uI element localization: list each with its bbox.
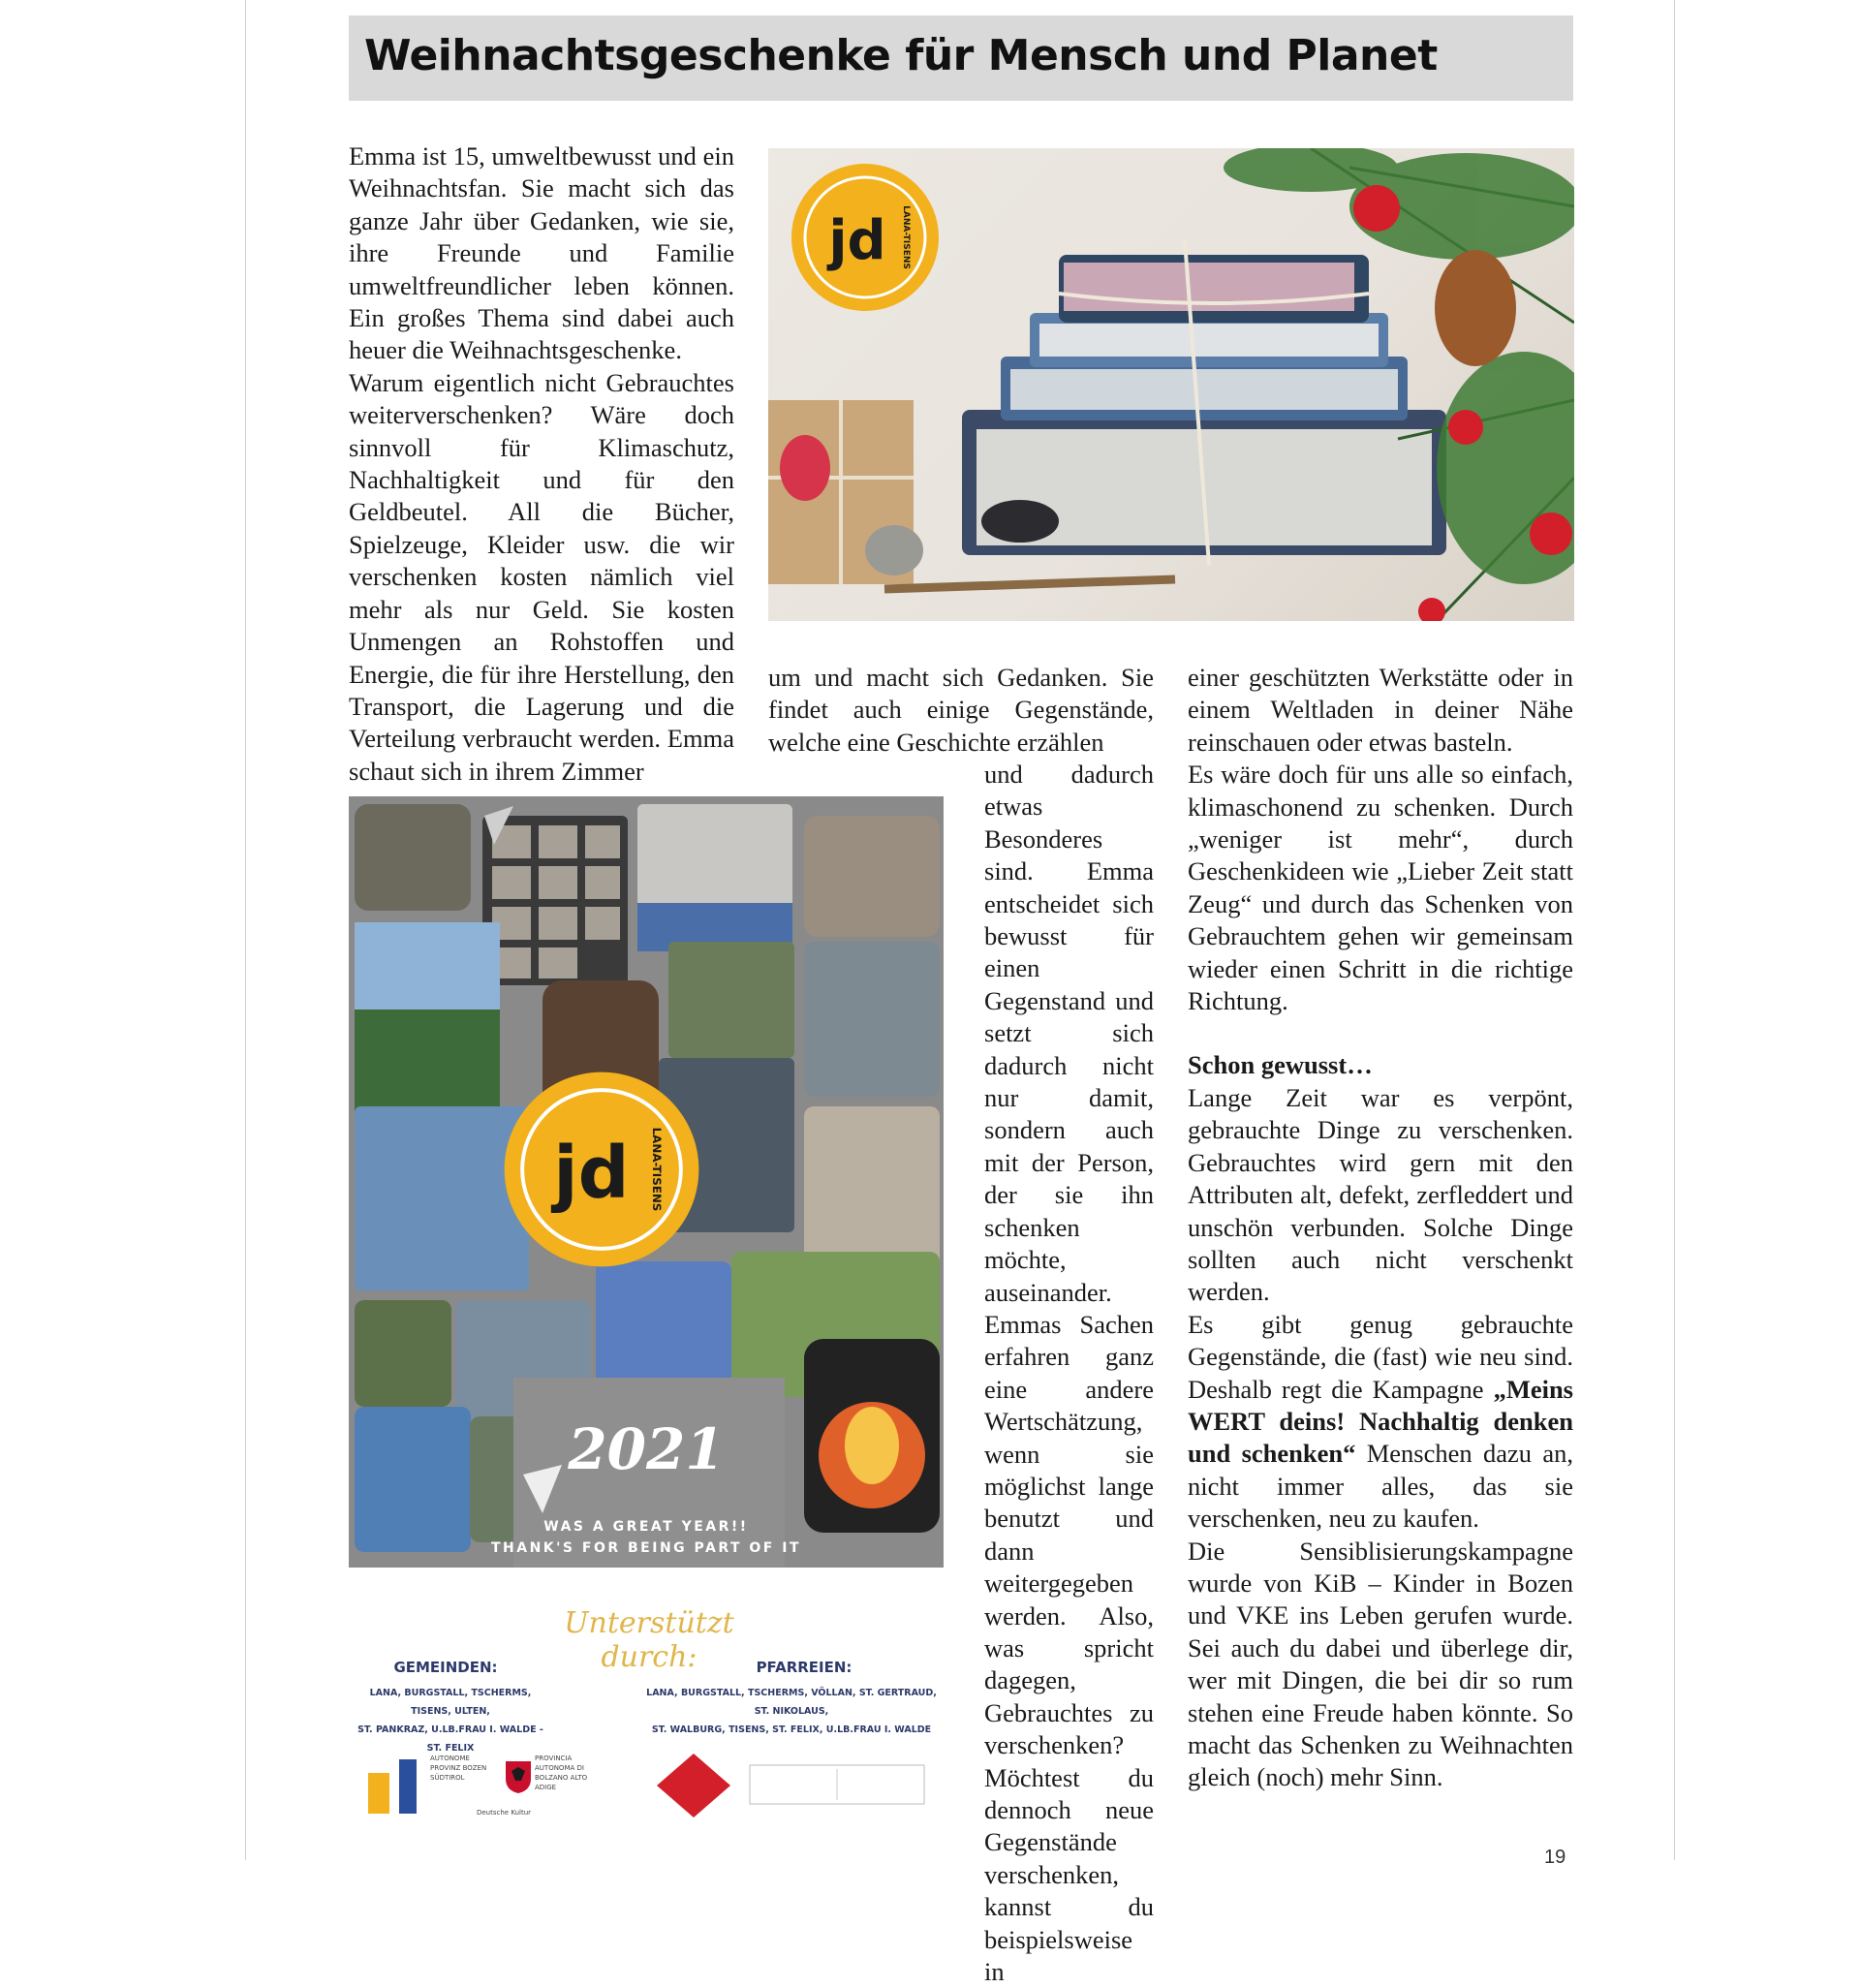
article-column-1 — [349, 140, 734, 788]
pfarreien-line: LANA, BURGSTALL, TSCHERMS, VÖLLAN, ST. GERTRAUD, ST. NIKOLAUS, — [646, 1688, 937, 1717]
gemeinden-line: LANA, BURGSTALL, TSCHERMS, TISENS, ULTEN, — [369, 1688, 532, 1717]
jd-logo-icon — [790, 162, 941, 313]
paragraph — [1188, 1309, 1573, 1536]
paragraph: Emma ist 15, umweltbewusst und ein Weihnachtsfan. Sie macht sich das ganze Jahr über Gedanken, wie sie, ihre Freunde und Familie umweltfreundlicher leben können. Ein großes Thema sind dabei auch heuer die Weihnachtsgeschenke. — [349, 141, 734, 365]
campaign-partner-logo-icon — [653, 1752, 934, 1819]
article-column-2-narrow — [984, 759, 1154, 1988]
gemeinden-list — [349, 1684, 552, 1757]
title-bar — [349, 16, 1573, 101]
sponsor-script: Unterstützt durch: — [564, 1606, 734, 1674]
paragraph: Lange Zeit war es verpönt, gebrauchte Dinge zu verschenken. Gebrauchtes wird gern mit den Attributen alt, defekt, zerfleddert und unschön verbunden. Solche Dinge sollten auch nicht verschenkt werden. — [1188, 1082, 1573, 1307]
paragraph-text: Menschen dazu an, nicht immer alles, das sie verschenken, neu zu kaufen. — [1188, 1439, 1574, 1534]
pfarreien-heading: PFARREIEN: — [756, 1659, 852, 1676]
svg-text:jd: jd — [828, 209, 886, 272]
gemeinden-heading: GEMEINDEN: — [393, 1659, 498, 1676]
year-collage-poster — [349, 796, 944, 1568]
svg-text:LANA-TISENS: LANA-TISENS — [649, 1127, 664, 1212]
pfarreien-list — [639, 1684, 944, 1739]
collage-line-2: THANK'S FOR BEING PART OF IT — [490, 1540, 802, 1556]
paragraph: einer geschützten Werkstätte oder in einem Weltladen in deiner Nähe reinschauen oder etwas basteln. — [1188, 663, 1573, 757]
subheading: Schon gewusst… — [1188, 1050, 1373, 1080]
campaign-name: „Meins WERT deins! Nachhaltig denken und schenken“ — [1188, 1374, 1573, 1469]
province-logo-icon — [368, 1750, 426, 1817]
page-edge-left — [245, 0, 246, 1860]
page-title: Weihnachtsgeschenke für Mensch und Planet — [364, 31, 1438, 80]
pfarreien-line: ST. WALBURG, TISENS, ST. FELIX, U.LB.FRAU I. WALDE — [651, 1724, 932, 1735]
collage-line-1: WAS A GREAT YEAR!! — [543, 1519, 749, 1535]
collage-year: 2021 — [568, 1416, 725, 1482]
paragraph: um und macht sich Gedanken. Sie findet auch einige Gegenstände, welche eine Geschichte erzählen — [768, 663, 1154, 757]
province-name-it: PROVINCIA AUTONOMA DI BOLZANO ALTO ADIGE — [535, 1755, 588, 1791]
article-column-3 — [1188, 662, 1573, 1794]
paragraph: Es wäre doch für uns alle so einfach, klimaschonend zu schenken. Durch „weniger ist mehr“, durch Geschenkideen wie „Lieber Zeit statt Zeug“ und durch das Schenken von Gebrauchtem gehen wir gemeinsam wieder einen Schritt in die richtige Richtung. — [1188, 760, 1573, 1016]
jd-logo-icon — [502, 1070, 701, 1269]
paragraph: Möchtest du dennoch neue Gegenstände verschenken, kannst du beispielsweise in — [984, 1762, 1154, 1987]
paragraph: Die Sensiblisierungskampagne wurde von KiB – Kinder in Bozen und VKE ins Leben gerufen wurde. Sei auch du dabei und überlege dir, wer mit Dingen, die bei dir so rum stehen eine Freude haben könnte. So macht das Schenken zu Weihnachten gleich (noch) mehr Sinn. — [1188, 1536, 1573, 1792]
sponsors-block — [349, 1599, 944, 1831]
province-name-de: AUTONOME PROVINZ BOZEN SÜDTIROL — [430, 1755, 487, 1782]
article-column-2-top — [768, 662, 1154, 759]
page-number: 19 — [1544, 1847, 1566, 1868]
paragraph: und dadurch etwas Besonderes sind. Emma entscheidet sich bewusst für einen Gegenstand und setzt sich dadurch nicht nur damit, sondern auch mit der Person, der sie ihn schenken möchte, auseinander. Emmas Sachen erfahren ganz eine andere Wertschätzung, wenn sie möglichst lange benutzt und dann weitergegeben werden. Also, was spricht dagegen, Gebrauchtes zu verschenken? — [984, 760, 1154, 1760]
eagle-crest-icon — [504, 1759, 533, 1794]
gemeinden-line: ST. PANKRAZ, U.LB.FRAU I. WALDE - ST. FELIX — [357, 1724, 543, 1754]
paragraph-text: Es gibt genug gebrauchte Gegenstände, die (fast) wie neu sind. Deshalb regt die Kampagne — [1188, 1309, 1573, 1404]
svg-text:LANA-TISENS: LANA-TISENS — [901, 205, 911, 269]
province-department: Deutsche Kultur — [476, 1809, 532, 1817]
svg-text:jd: jd — [553, 1132, 630, 1216]
christmas-books-photo — [768, 148, 1574, 621]
paragraph: Warum eigentlich nicht Gebrauchtes weiterverschenken? Wäre doch sinnvoll für Klimaschutz, Nachhaltigkeit und für den Geldbeutel. All die Bücher, Spielzeuge, Kleider usw. die wir verschenken kosten nämlich viel mehr als nur Geld. Sie kosten Unmengen an Rohstoffen und Energie, die für ihre Herstellung, den Transport, die Lagerung und die Verteilung verbraucht werden. Emma schaut sich in ihrem Zimmer — [349, 367, 734, 786]
page-edge-right — [1674, 0, 1675, 1860]
